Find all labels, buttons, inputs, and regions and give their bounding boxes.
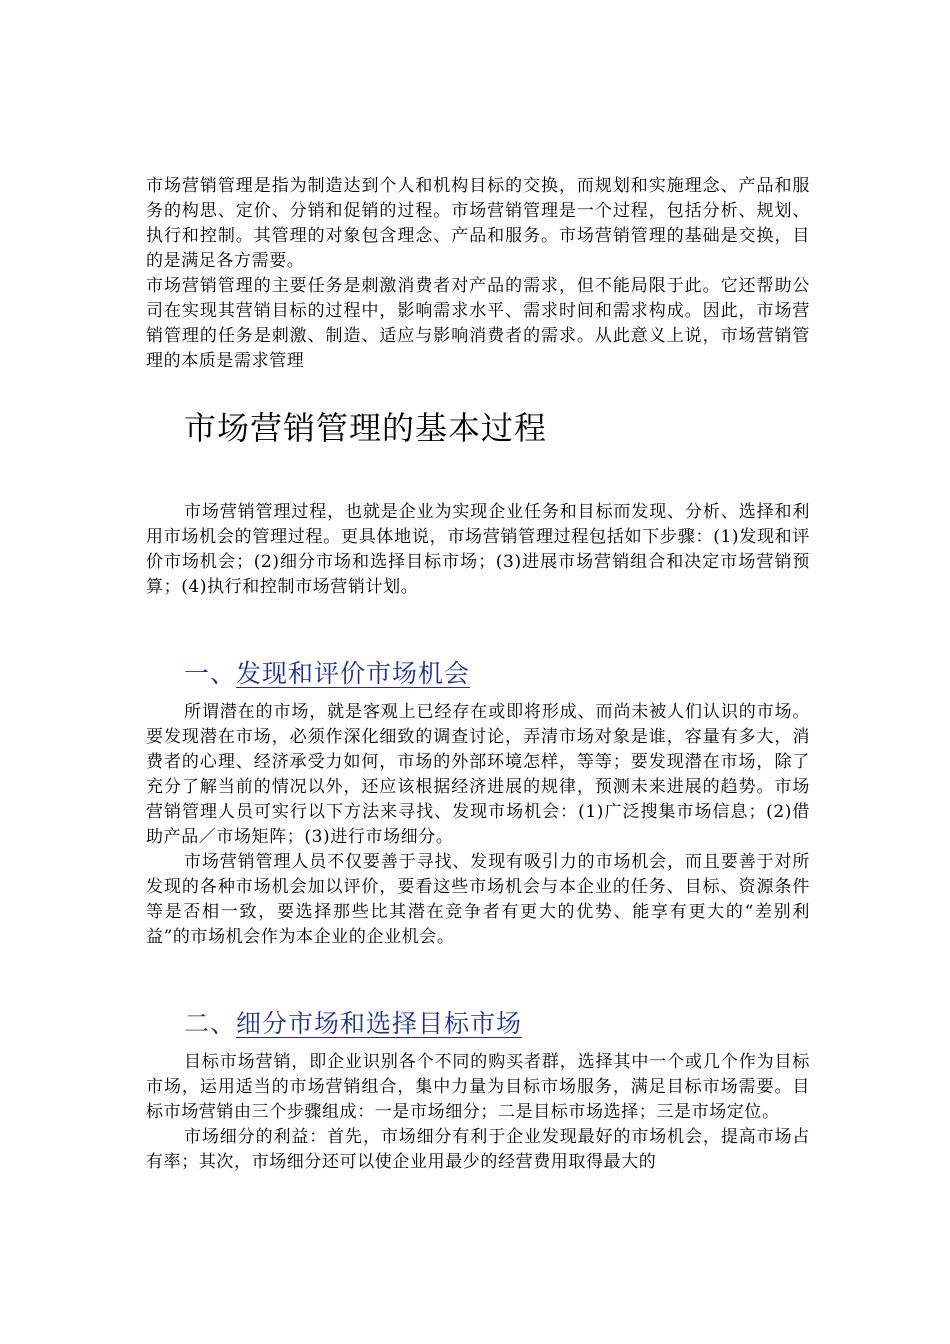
section-heading-2 [184,1006,810,1042]
section-number: 一、 [184,659,237,688]
main-title: 市场营销管理的基本过程 [184,409,548,447]
intro-paragraph: 市场营销管理是指为制造达到个人和机构目标的交换，而规划和实施理念、产品和服务的构思、定价、分销和促销的过程。市场营销管理是一个过程，包括分析、规划、执行和控制。其管理的对象包含理念、产品和服务。市场营销管理的基础是交换，目的是满足各方需要。 [146,176,810,271]
body-paragraph: 所谓潜在的市场，就是客观上已经存在或即将形成、而尚未被人们认识的市场。要发现潜在市场，必须作深化细致的调查讨论，弄清市场对象是谁，容量有多大，消费者的心理、经济承受力如何，市场的外部环境怎样，等等；要发现潜在市场，除了充分了解当前的情况以外，还应该根据经济进展的规律，预测未来进展的趋势。市场营销管理人员可实行以下方法来寻找、发现市场机会：(1)广泛搜集市场信息；(2)借助产品／市场矩阵；(3)进行市场细分。 [146,702,810,847]
body-paragraph: 市场营销管理人员不仅要善于寻找、发现有吸引力的市场机会，而且要善于对所发现的各种市场机会加以评价，要看这些市场机会与本企业的任务、目标、资源条件等是否相一致，要选择那些比其潜在竞争者有更大的优势、能享有更大的“差别利益”的市场机会作为本企业的企业机会。 [146,852,810,947]
section-1-body [146,700,810,950]
body-paragraph: 目标市场营销，即企业识别各个不同的购买者群，选择其中一个或几个作为目标市场，运用适当的市场营销组合，集中力量为目标市场服务，满足目标市场需要。目标市场营销由三个步骤组成：一是市场细分；二是目标市场选择；三是市场定位。 [146,1052,810,1122]
intro-section [146,174,810,374]
document-page [146,174,810,1175]
section-heading-1 [184,656,810,692]
section-title-link[interactable]: 细分市场和选择目标市场 [236,1009,523,1038]
body-paragraph: 市场细分的利益：首先，市场细分有利于企业发现最好的市场机会，提高市场占有率；其次，市场细分还可以使企业用最少的经营费用取得最大的 [146,1127,810,1172]
overview-paragraph: 市场营销管理过程，也就是企业为实现企业任务和目标而发现、分析、选择和利用市场机会的管理过程。更具体地说，市场营销管理过程包括如下步骤：(1)发现和评价市场机会；(2)细分市场和选择目标市场；(3)进展市场营销组合和决定市场营销预算；(4)执行和控制市场营销计划。 [146,502,810,597]
section-title-link[interactable]: 发现和评价市场机会 [236,659,471,688]
intro-paragraph: 市场营销管理的主要任务是刺激消费者对产品的需求，但不能局限于此。它还帮助公司在实现其营销目标的过程中，影响需求水平、需求时间和需求构成。因此，市场营销管理的任务是刺激、制造、适应与影响消费者的需求。从此意义上说，市场营销管理的本质是需求管理 [146,276,810,371]
section-number: 二、 [184,1009,237,1038]
section-2-body [146,1050,810,1175]
